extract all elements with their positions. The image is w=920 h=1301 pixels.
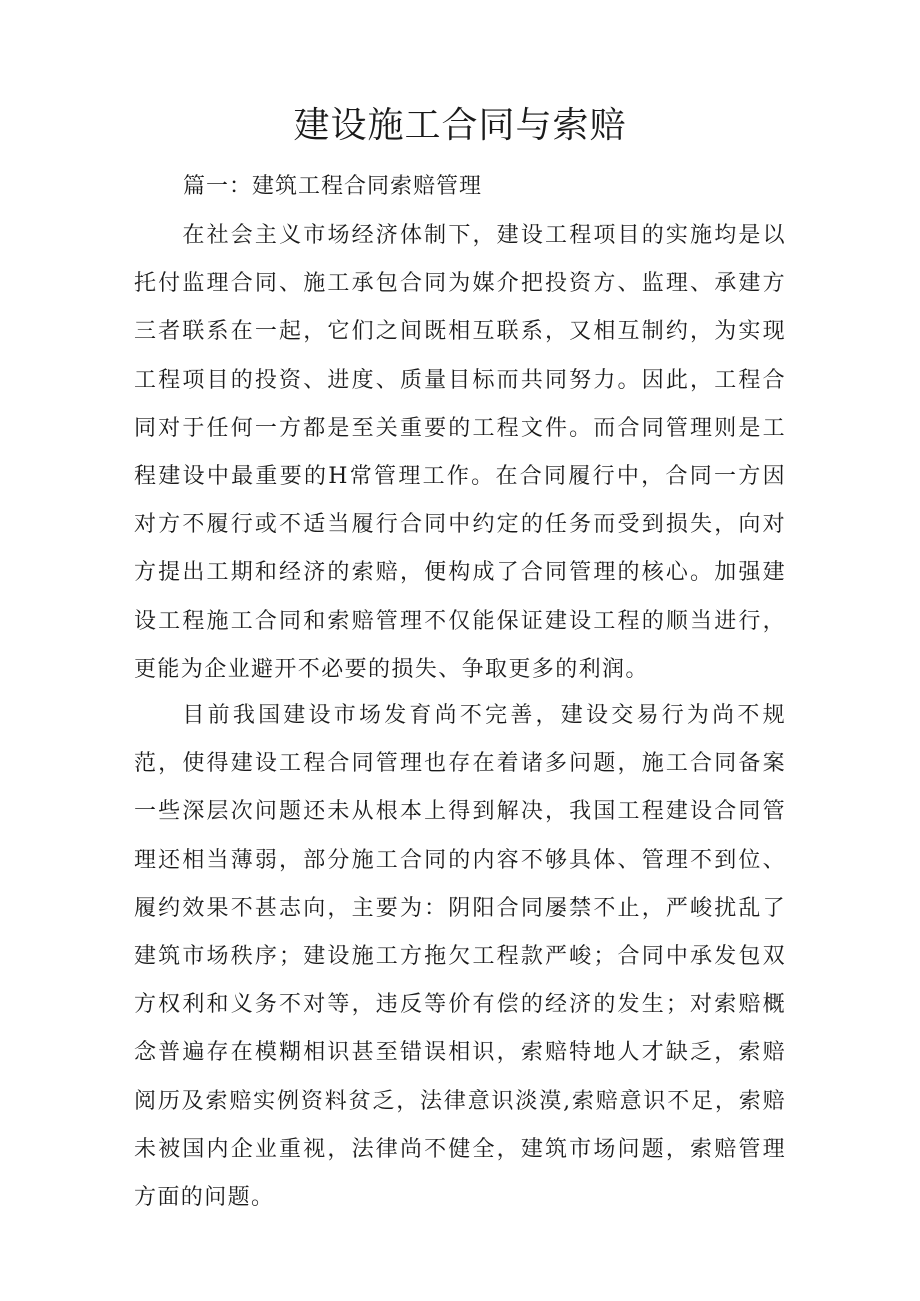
paragraph-1: 在社会主义市场经济体制下，建设工程项目的实施均是以托付监理合同、施工承包合同为媒介把投资方、监理、承建方三者联系在一起，它们之间既相互联系，又相互制约，为实现工程项目的投资、进度、质量目标而共同努力。因此，工程合同对于任何一方都是至关重要的工程文件。而合同管理则是工程建设中最重要的H常管理工作。在合同履行中，合同一方因对方不履行或不适当履行合同中约定的任务而受到损失，向对方提出工期和经济的索赔，便构成了合同管理的核心。加强建设工程施工合同和索赔管理不仅能保证建设工程的顺当进行，更能为企业避开不必要的损失、争取更多的利润。 [134, 223, 786, 682]
document-title: 建设施工合同与索赔 [293, 105, 627, 146]
paragraph-2: 目前我国建设市场发育尚不完善，建设交易行为尚不规范，使得建设工程合同管理也存在着诸多问题，施工合同备案一些深层次问题还未从根本上得到解决，我国工程建设合同管理还相当薄弱，部分施工合同的内容不够具体、管理不到位、履约效果不甚志向，主要为：阴阳合同屡禁不止，严峻扰乱了建筑市场秩序；建设施工方拖欠工程款严峻；合同中承发包双方权利和义务不对等，违反等价有偿的经济的发生；对索赔概念普遍存在模糊相识甚至错误相识，索赔特地人才缺乏，索赔阅历及索赔实例资料贫乏，法律意识淡漠,索赔意识不足，索赔未被国内企业重视，法律尚不健全，建筑市场问题，索赔管理方面的问题。 [134, 703, 786, 1211]
section-heading: 篇一：建筑工程合同索赔管理 [183, 174, 483, 199]
